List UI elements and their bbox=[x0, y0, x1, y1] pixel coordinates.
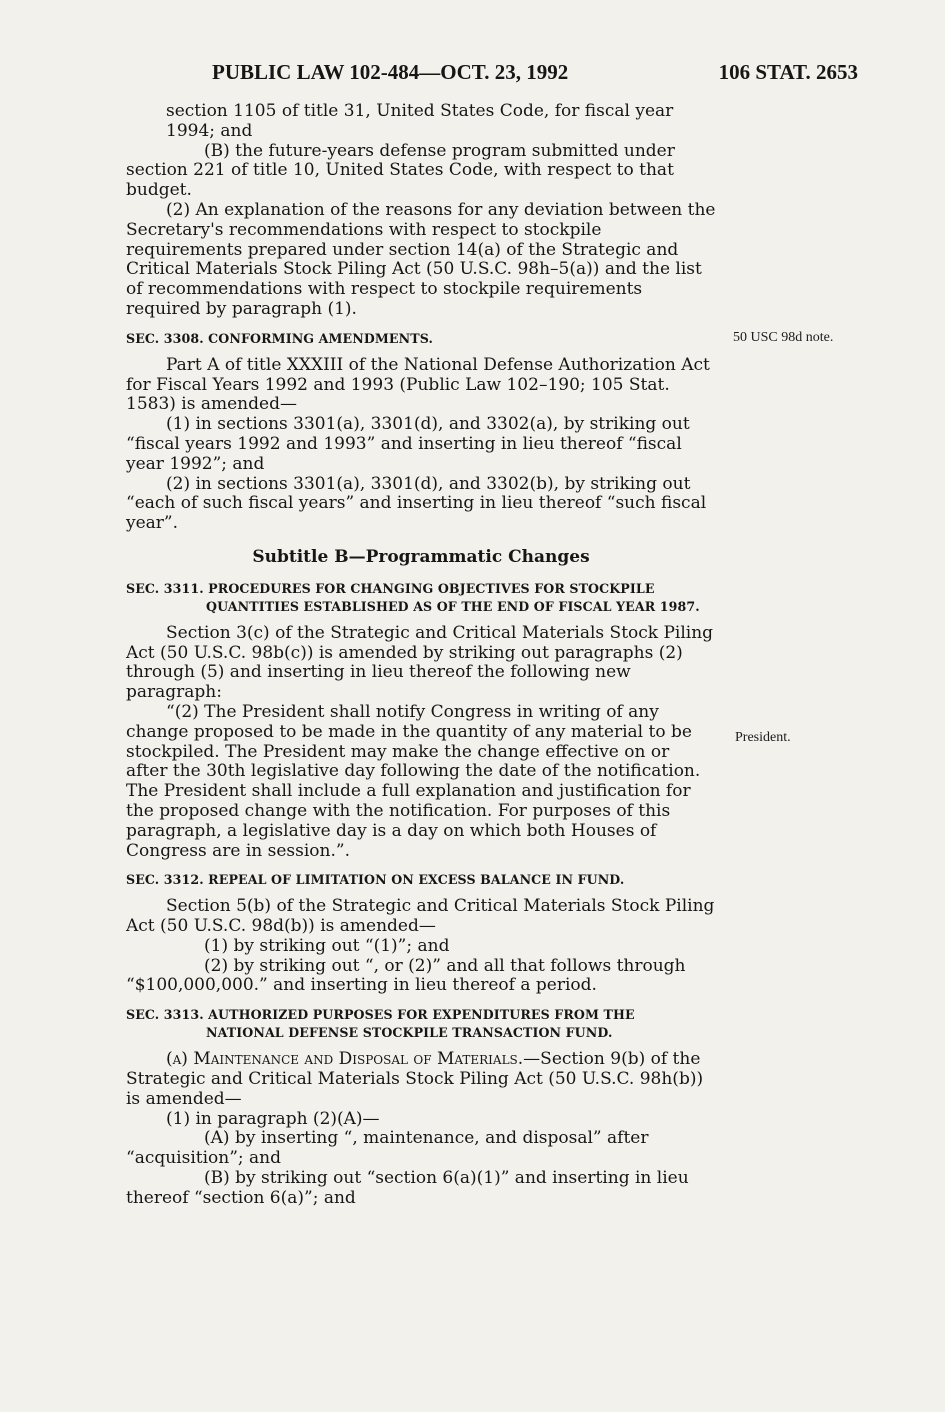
subsection-heading: (a) Maintenance and Disposal of Materials. bbox=[166, 1049, 524, 1070]
section-heading-3312: SEC. 3312. REPEAL OF LIMITATION ON EXCESS BALANCE IN FUND. bbox=[126, 872, 625, 888]
document-body bbox=[126, 102, 716, 1209]
margin-note-president: President. bbox=[735, 730, 791, 745]
paragraph: “(2) The President shall notify Congress in writing of any change proposed to be made in the quantity of any material to be stockpiled. The President may make the change effective on or after the 30th legislative day following the date of the notification. The President shall include a full explanation and justification for the proposed change with the notification. For purposes of this paragraph, a legislative day is a day on which both Houses of Congress are in session.”. bbox=[126, 701, 701, 861]
margin-note-usc: 50 USC 98d note. bbox=[733, 330, 834, 345]
paragraph: Part A of title XXXIII of the National Defense Authorization Act for Fiscal Years 1992 and 1993 (Public Law 102–190; 105 Stat. 1583) is amended— bbox=[126, 354, 710, 415]
paragraph: (A) by inserting “, maintenance, and disposal” after “acquisition”; and bbox=[126, 1128, 649, 1169]
paragraph: Section 5(b) of the Strategic and Critical Materials Stock Piling Act (50 U.S.C. 98d(b)) is amended— bbox=[126, 896, 715, 937]
paragraph: Section 3(c) of the Strategic and Critical Materials Stock Piling Act (50 U.S.C. 98b(c)) is amended by striking out paragraphs (2) through (5) and inserting in lieu thereof the following new paragraph: bbox=[126, 622, 714, 703]
subtitle-heading: Subtitle B—Programmatic Changes bbox=[252, 546, 590, 567]
subsection-text: —Section 9(b) of the Strategic and Critical Materials Stock Piling Act (50 U.S.C. 98h(b)) is amended— bbox=[126, 1049, 704, 1109]
stat-page-number: 106 STAT. 2653 bbox=[718, 60, 858, 84]
paragraph: section 1105 of title 31, United States Code, for fiscal year 1994; and bbox=[166, 101, 674, 141]
section-heading-3311: SEC. 3311. PROCEDURES FOR CHANGING OBJECTIVES FOR STOCKPILE QUANTITIES ESTABLISHED AS OF THE END OF FISCAL YEAR 1987. bbox=[126, 580, 700, 614]
paragraph bbox=[126, 1050, 716, 1109]
paragraph: (B) by striking out “section 6(a)(1)” and inserting in lieu thereof “section 6(a)”; and bbox=[126, 1168, 689, 1208]
section-heading-3308: SEC. 3308. CONFORMING AMENDMENTS. bbox=[126, 330, 433, 346]
paragraph: (1) by striking out “(1)”; and bbox=[204, 935, 450, 956]
page-header bbox=[212, 60, 858, 90]
paragraph: (2) by striking out “, or (2)” and all that follows through “$100,000,000.” and inserting in lieu thereof a period. bbox=[126, 955, 686, 996]
paragraph: (1) in sections 3301(a), 3301(d), and 3302(a), by striking out “fiscal years 1992 and 1993” and inserting in lieu thereof “fiscal year 1992”; and bbox=[126, 414, 690, 474]
section-heading-3313: SEC. 3313. AUTHORIZED PURPOSES FOR EXPENDITURES FROM THE NATIONAL DEFENSE STOCKPILE TRANSACTION FUND. bbox=[126, 1007, 635, 1041]
running-title: PUBLIC LAW 102-484—OCT. 23, 1992 bbox=[212, 60, 569, 84]
paragraph: (B) the future-years defense program submitted under section 221 of title 10, United States Code, with respect to that budget. bbox=[126, 140, 675, 201]
paragraph: (2) An explanation of the reasons for any deviation between the Secretary's recommendations with respect to stockpile requirements prepared under section 14(a) of the Strategic and Critical Materials Stock Piling Act (50 U.S.C. 98h–5(a)) and the list of recommendations with respect to stockpile requirements required by paragraph (1). bbox=[126, 199, 716, 319]
paragraph: (2) in sections 3301(a), 3301(d), and 3302(b), by striking out “each of such fiscal years” and inserting in lieu thereof “such fiscal year”. bbox=[126, 473, 707, 534]
paragraph: (1) in paragraph (2)(A)— bbox=[166, 1108, 380, 1129]
